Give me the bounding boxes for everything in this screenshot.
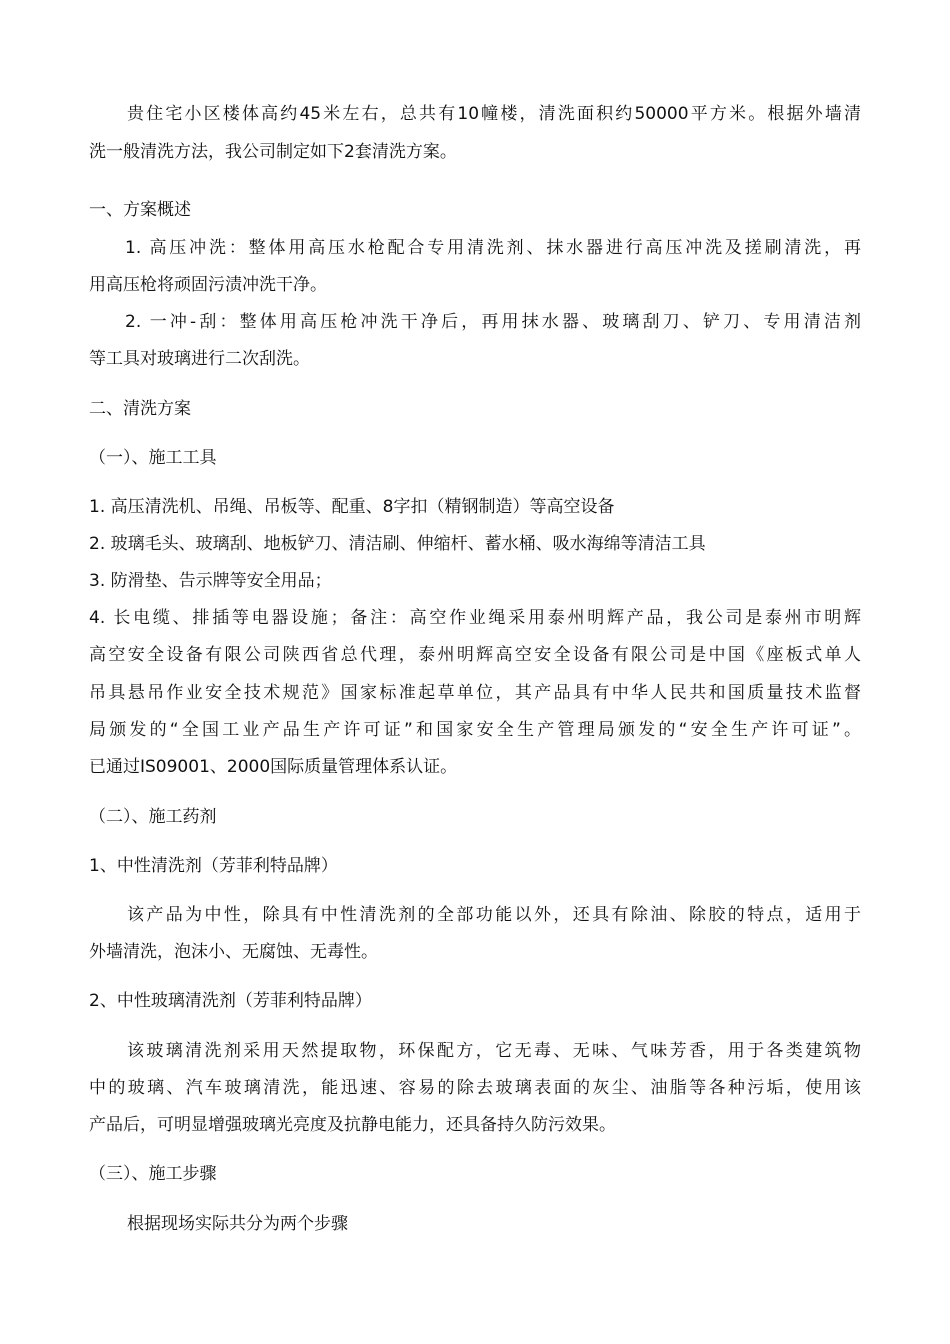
agent-1-line-1: 该产品为中性，除具有中性清洗剂的全部功能以外，还具有除油、除胶的特点，适用于 (127, 905, 861, 925)
overview-item-2-line-2: 等工具对玻璃进行二次刮洗。 (89, 349, 310, 369)
tools-item-4-line-1: 4. 长电缆、排插等电器设施；备注：高空作业绳采用泰州明辉产品，我公司是泰州市明辉 (89, 608, 861, 628)
agent-1-title: 1、中性清洗剂（芳菲利特品牌） (89, 856, 338, 876)
tools-item-4-line-5: 已通过IS09001、2000国际质量管理体系认证。 (89, 757, 458, 777)
agent-1-line-2: 外墙清洗，泡沫小、无腐蚀、无毒性。 (89, 942, 378, 962)
agents-heading: （二）、施工药剂 (89, 807, 217, 827)
tools-item-1: 1. 高压清洗机、吊绳、吊板等、配重、8字扣（精钢制造）等高空设备 (89, 497, 615, 517)
steps-heading: （三）、施工步骤 (89, 1164, 217, 1184)
intro-line-2: 洗一般清洗方法，我公司制定如下2套清洗方案。 (89, 142, 457, 162)
tools-item-4-line-3: 吊具悬吊作业安全技术规范》国家标准起草单位，其产品具有中华人民共和国质量技术监督 (89, 683, 861, 703)
tools-item-4-line-2: 高空安全设备有限公司陕西省总代理，泰州明辉高空安全设备有限公司是中国《座板式单人 (89, 645, 861, 665)
overview-item-1-line-1: 1. 高压冲洗：整体用高压水枪配合专用清洗剂、抹水器进行高压冲洗及搓刷清洗，再 (125, 238, 861, 258)
agent-2-line-3: 产品后，可明显增强玻璃光亮度及抗静电能力，还具备持久防污效果。 (89, 1115, 616, 1135)
section-2-heading: 二、清洗方案 (89, 399, 191, 419)
overview-item-2-line-1: 2. 一冲-刮：整体用高压枪冲洗干净后，再用抹水器、玻璃刮刀、铲刀、专用清洁剂 (125, 312, 861, 332)
tools-item-3: 3. 防滑垫、告示牌等安全用品； (89, 571, 332, 591)
overview-item-1-line-2: 用高压枪将顽固污渍冲洗干净。 (89, 275, 327, 295)
agent-2-title: 2、中性玻璃清洗剂（芳菲利特品牌） (89, 991, 372, 1011)
intro-line-1: 贵住宅小区楼体高约45米左右，总共有10幢楼，清洗面积约50000平方米。根据外墙清 (127, 104, 861, 124)
tools-item-2: 2. 玻璃毛头、玻璃刮、地板铲刀、清洁刷、伸缩杆、蓄水桶、吸水海绵等清洁工具 (89, 534, 706, 554)
section-1-heading: 一、方案概述 (89, 200, 191, 220)
agent-2-line-1: 该玻璃清洗剂采用天然提取物，环保配方，它无毒、无味、气味芳香，用于各类建筑物 (127, 1041, 861, 1061)
tools-heading: （一）、施工工具 (89, 448, 217, 468)
steps-line-1: 根据现场实际共分为两个步骤 (127, 1214, 348, 1234)
tools-item-4-line-4: 局颁发的“全国工业产品生产许可证”和国家安全生产管理局颁发的“安全生产许可证”。 (89, 720, 861, 740)
agent-2-line-2: 中的玻璃、汽车玻璃清洗，能迅速、容易的除去玻璃表面的灰尘、油脂等各种污垢，使用该 (89, 1078, 861, 1098)
